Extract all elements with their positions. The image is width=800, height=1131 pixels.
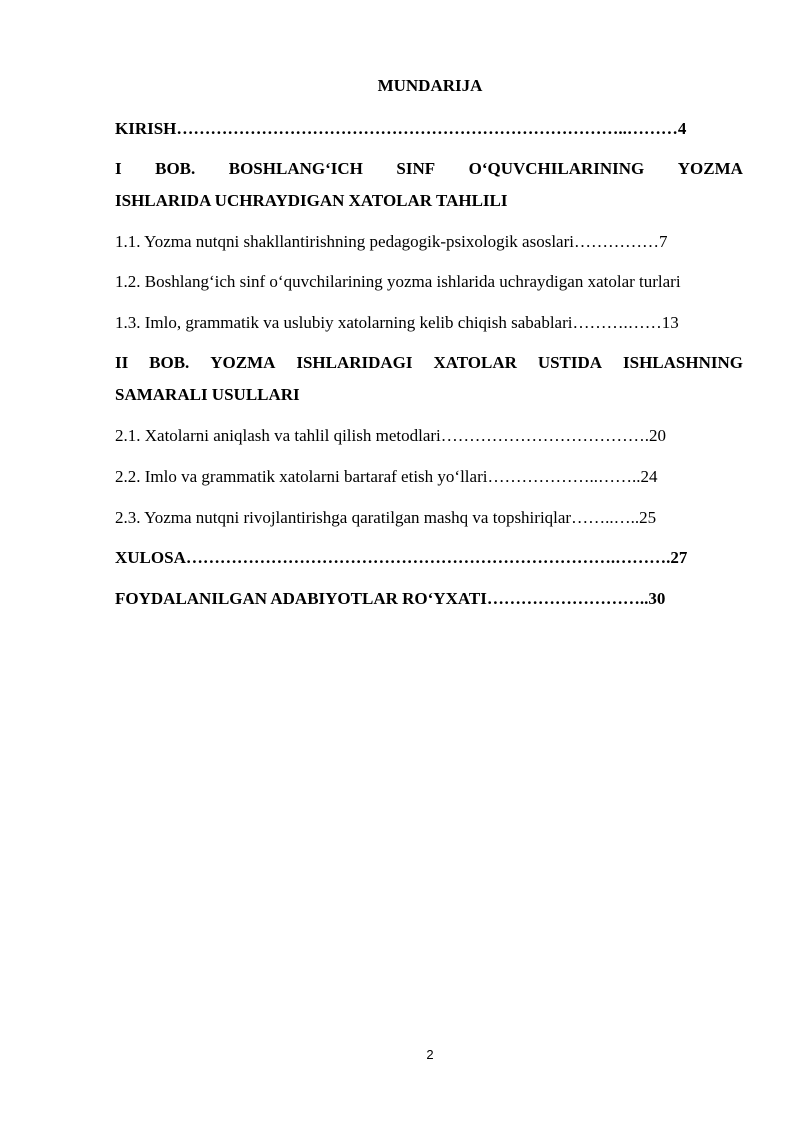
toc-word: YOZMA	[210, 353, 276, 372]
toc-entry-bob1-line2: ISHLARIDA UCHRAYDIGAN XATOLAR TAHLILI	[115, 191, 508, 210]
toc-entry-xulosa: XULOSA………………………………………………………………….……….27	[115, 548, 688, 567]
toc-word: YOZMA	[677, 159, 743, 178]
toc-word: BOSHLANG‘ICH	[228, 159, 363, 178]
toc-word: BOB.	[155, 159, 196, 178]
toc-entry-bob2-line1	[115, 352, 743, 374]
toc-entry-1-3: 1.3. Imlo, grammatik va uslubiy xatolarning kelib chiqish sabablari……….……13	[115, 313, 679, 332]
toc-word: SINF	[396, 159, 436, 178]
toc-word: BOB.	[149, 353, 190, 372]
page-number: 2	[426, 1047, 434, 1062]
page-title: MUNDARIJA	[377, 76, 483, 95]
toc-word: II	[115, 353, 129, 372]
toc-word: ISHLASHNING	[623, 353, 743, 372]
toc-entry-adabiyotlar: FOYDALANILGAN ADABIYOTLAR RO‘YXATI………………………..30	[115, 589, 666, 608]
toc-entry-1-1: 1.1. Yozma nutqni shakllantirishning pedagogik-psixologik asoslari……………7	[115, 232, 668, 251]
toc-entry-bob2-line2: SAMARALI USULLARI	[115, 385, 300, 404]
toc-word: USTIDA	[537, 353, 603, 372]
toc-word: O‘QUVCHILARINING	[468, 159, 645, 178]
toc-word: ISHLARIDAGI	[296, 353, 413, 372]
toc-entry-2-3: 2.3. Yozma nutqni rivojlantirishga qaratilgan mashq va topshiriqlar……..…..25	[115, 508, 657, 527]
toc-entry-bob1-line1	[115, 158, 743, 180]
toc-entry-2-1: 2.1. Xatolarni aniqlash va tahlil qilish metodlari……………………………….20	[115, 426, 667, 445]
toc-word: XATOLAR	[433, 353, 517, 372]
toc-word: I	[115, 159, 122, 178]
toc-entry-1-2: 1.2. Boshlang‘ich sinf o‘quvchilarining yozma ishlarida uchraydigan xatolar turlari	[115, 272, 681, 291]
toc-entry-kirish: KIRISH……………………………………………………………………..………4	[115, 119, 687, 138]
toc-entry-2-2: 2.2. Imlo va grammatik xatolarni bartaraf etish yo‘llari………………..……..24	[115, 467, 658, 486]
